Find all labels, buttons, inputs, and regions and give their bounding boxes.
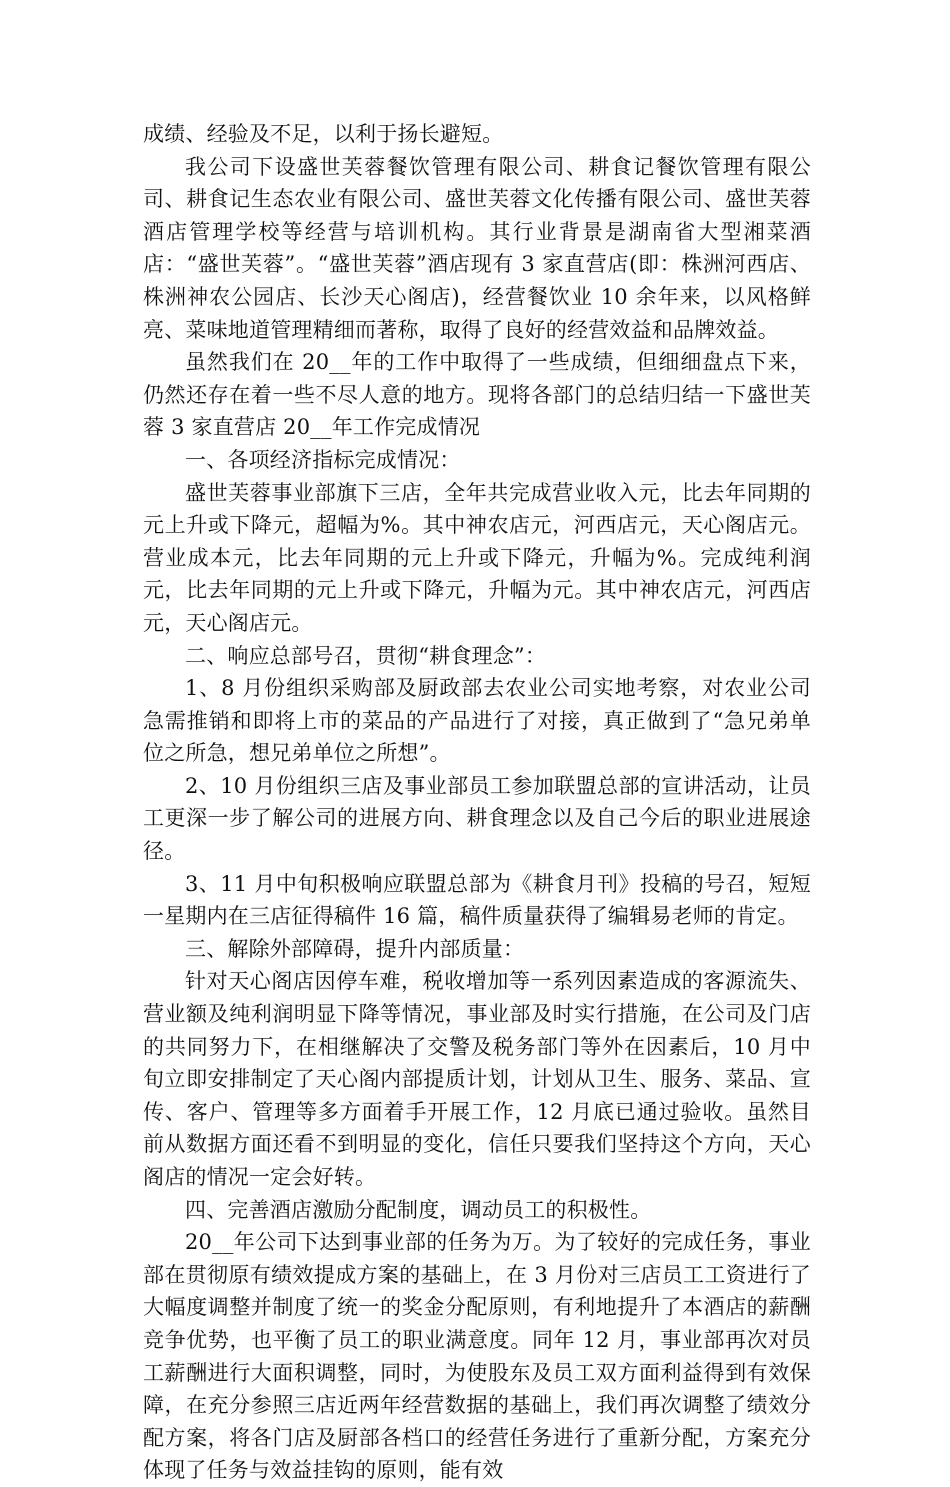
paragraph-company-overview: 我公司下设盛世芙蓉餐饮管理有限公司、耕食记餐饮管理有限公司、耕食记生态农业有限公司、盛世芙蓉文化传播有限公司、盛世芙蓉酒店管理学校等经营与培训机构。其行业背景是湖南省大型湘菜酒店：“盛世芙蓉”。“盛世芙蓉”酒店现有 3 家直营店(即：株洲河西店、株洲神农公园店、长沙天心阁店)，经营餐饮业 10 余年来，以风格鲜亮、菜味地道管理精细而著称，取得了良好的经营效益和品牌效益。 (143, 154, 811, 342)
paragraph-incentive-details: 20__年公司下达到事业部的任务为万。为了较好的完成任务，事业部在贯彻原有绩效提成方案的基础上，在 3 月份对三店员工工资进行了大幅度调整并制度了统一的奖金分配原则，有利地提升了本酒店的薪酬竞争优势，也平衡了员工的职业满意度。同年 12 月，事业部再次对员工薪酬进行大面积调整，同时，为使股东及员工双方面利益得到有效保障，在充分参照三店近两年经营数据的基础上，我们再次调整了绩效分配方案，将各门店及厨部各档口的经营任务进行了重新分配，方案充分体现了任务与效益挂钩的原则，能有效 (143, 1230, 811, 1483)
section-heading-incentive-system: 四、完善酒店激励分配制度，调动员工的积极性。 (185, 1197, 652, 1222)
section-heading-remove-obstacles: 三、解除外部障碍，提升内部质量： (185, 936, 525, 961)
section-heading-economic-indicators: 一、各项经济指标完成情况： (185, 447, 461, 472)
paragraph-item-1: 1、8 月份组织采购部及厨政部去农业公司实地考察，对农业公司急需推销和即将上市的菜品的产品进行了对接，真正做到了“急兄弟单位之所急，想兄弟单位之所想”。 (143, 676, 811, 766)
paragraph-tianxinge-improvement: 针对天心阁店因停车难，税收增加等一系列因素造成的客源流失、营业额及纯利润明显下降等情况，事业部及时实行措施，在公司及门店的共同努力下，在相继解决了交警及税务部门等外在因素后，10 月中旬立即安排制定了天心阁内部提质计划，计划从卫生、服务、菜品、宣传、客户、管理等多方面着手开展工作，12 月底已通过验收。虽然目前从数据方面还看不到明显的变化，信任只要我们坚持这个方向，天心阁店的情况一定会好转。 (143, 969, 811, 1189)
paragraph-item-2: 2、10 月份组织三店及事业部员工参加联盟总部的宣讲活动，让员工更深一步了解公司的进展方向、耕食理念以及自己今后的职业进展途径。 (143, 773, 811, 864)
paragraph-economic-indicators: 盛世芙蓉事业部旗下三店，全年共完成营业收入元，比去年同期的元上升或下降元，超幅为%。其中神农店元，河西店元，天心阁店元。营业成本元，比去年同期的元上升或下降元，升幅为%。完成纯利润元，比去年同期的元上升或下降元，升幅为元。其中神农店元，河西店元，天心阁店元。 (143, 480, 811, 635)
paragraph-intro-fragment: 成绩、经验及不足，以利于扬长避短。 (143, 122, 504, 146)
section-heading-gengshi-concept: 二、响应总部号召，贯彻“耕食理念”： (185, 643, 547, 668)
document-page (143, 118, 811, 1487)
paragraph-summary-intro: 虽然我们在 20__年的工作中取得了一些成绩，但细细盘点下来，仍然还存在着一些不尽人意的地方。现将各部门的总结归结一下盛世芙蓉 3 家直营店 20__年工作完成情况 (143, 350, 811, 440)
paragraph-item-3: 3、11 月中旬积极响应联盟总部为《耕食月刊》投稿的号召，短短一星期内在三店征得稿件 16 篇，稿件质量获得了编辑易老师的肯定。 (143, 871, 811, 929)
